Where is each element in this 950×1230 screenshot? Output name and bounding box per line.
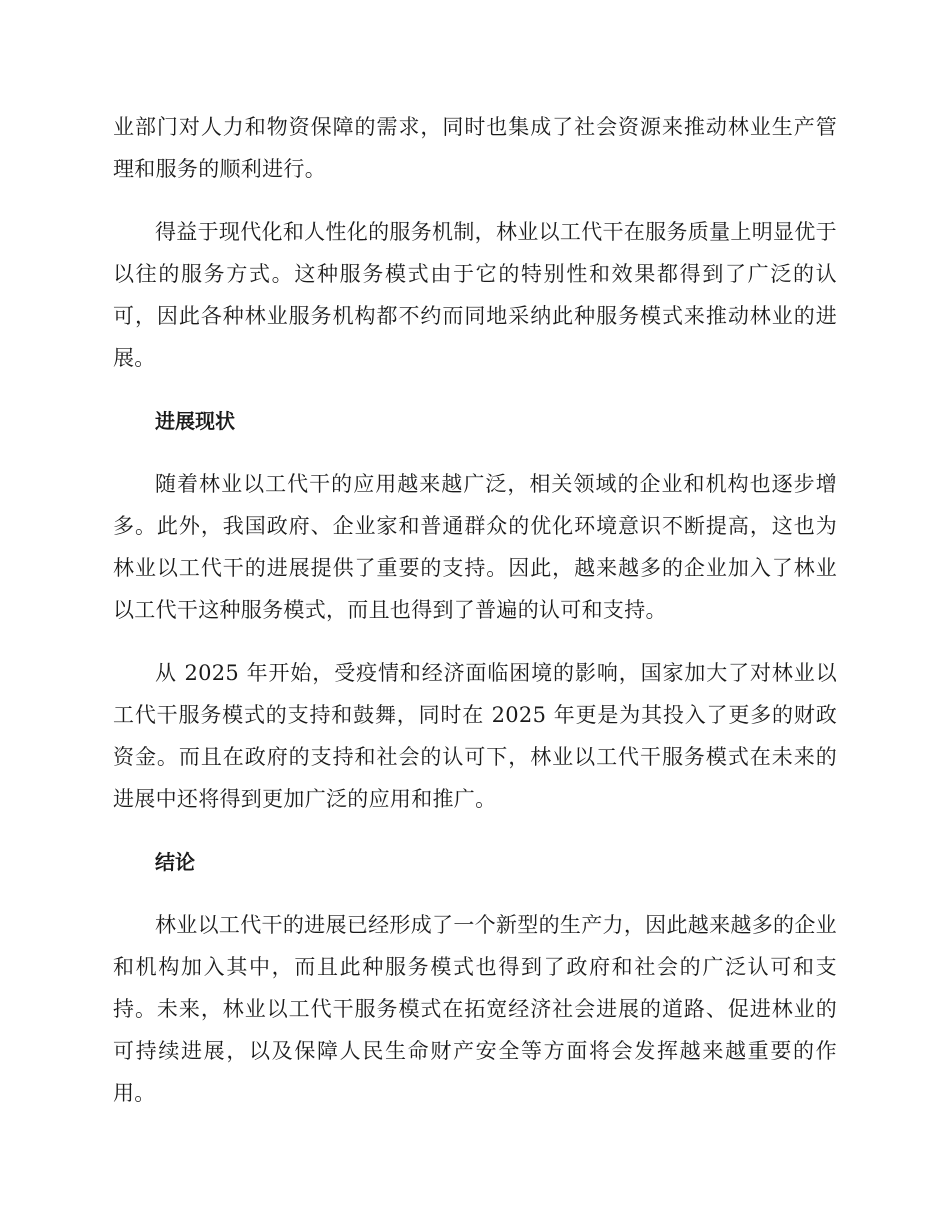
section-heading-progress: 进展现状 xyxy=(155,409,235,433)
paragraph-conclusion: 林业以工代干的进展已经形成了一个新型的生产力，因此越来越多的企业和机构加入其中，而且此种服务模式也得到了政府和社会的广泛认可和支持。未来，林业以工代干服务模式在拓宽经济社会进展的道路、促进林业的可持续进展，以及保障人民生命财产安全等方面将会发挥越来越重要的作用。 xyxy=(113,913,837,1105)
section-heading-conclusion: 结论 xyxy=(155,850,195,874)
paragraph-continued: 业部门对人力和物资保障的需求，同时也集成了社会资源来推动林业生产管理和服务的顺利进行。 xyxy=(113,115,837,181)
paragraph-progress-support: 从 2025 年开始，受疫情和经济面临困境的影响，国家加大了对林业以工代干服务模式的支持和鼓舞，同时在 2025 年更是为其投入了更多的财政资金。而且在政府的支持和社会的认可下，林业以工代干服务模式在未来的进展中还将得到更加广泛的应用和推广。 xyxy=(113,661,837,811)
paragraph-progress-adoption: 随着林业以工代干的应用越来越广泛，相关领域的企业和机构也逐步增多。此外，我国政府、企业家和普通群众的优化环境意识不断提高，这也为林业以工代干的进展提供了重要的支持。因此，越来越多的企业加入了林业以工代干这种服务模式，而且也得到了普遍的认可和支持。 xyxy=(113,472,837,622)
paragraph-service-mechanism: 得益于现代化和人性化的服务机制，林业以工代干在服务质量上明显优于以往的服务方式。这种服务模式由于它的特别性和效果都得到了广泛的认可，因此各种林业服务机构都不约而同地采纳此种服务模式来推动林业的进展。 xyxy=(113,220,837,370)
document-body xyxy=(113,106,837,1135)
